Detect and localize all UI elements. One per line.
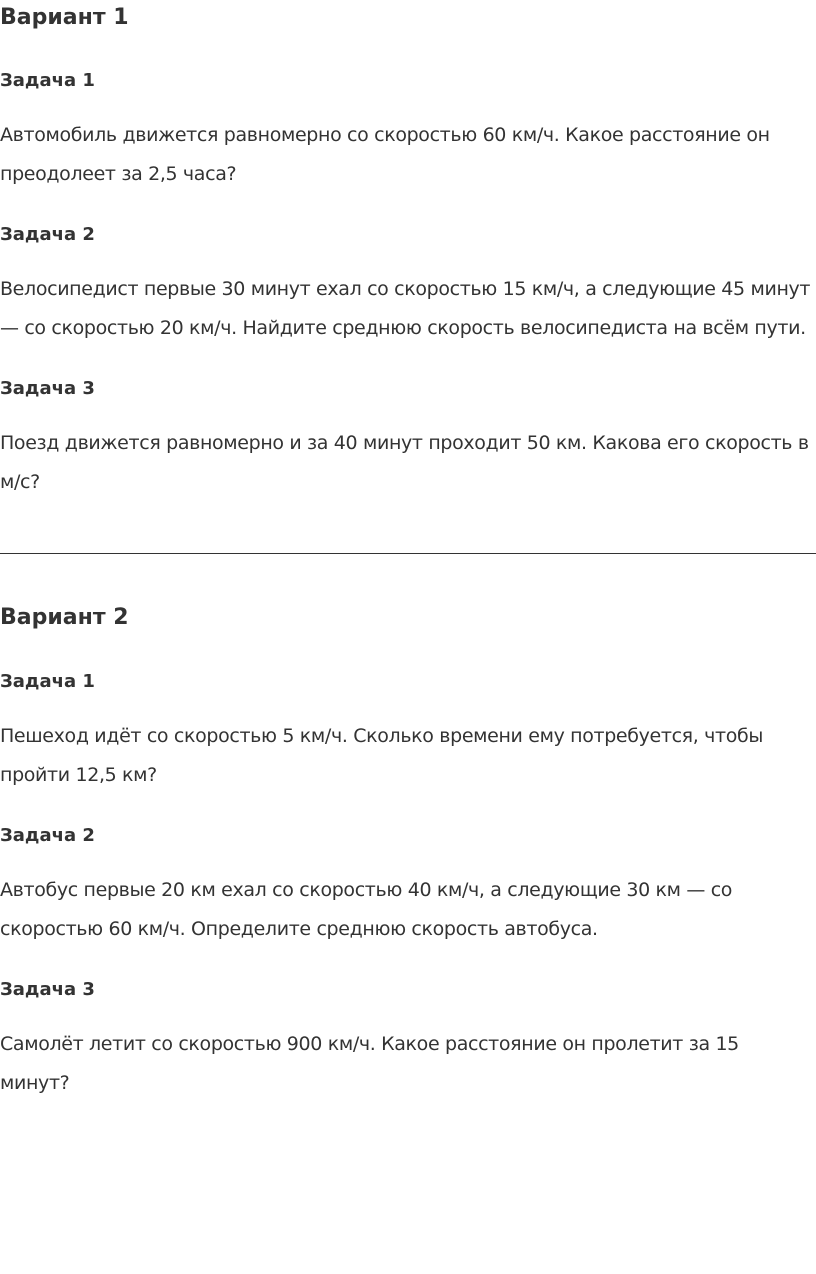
- variant-1-task-2-title: Задача 2: [0, 224, 95, 245]
- variant-1-task-3-title: Задача 3: [0, 378, 95, 399]
- variant-2-task-2-text: Автобус первые 20 км ехал со скоростью 40 км/ч, а следующие 30 км — со скоростью 60 км/ч. Определите среднюю скорость автобуса.: [0, 879, 733, 940]
- variant-1-task-1-text: Автомобиль движется равномерно со скоростью 60 км/ч. Какое расстояние он преодолеет за 2,5 часа?: [0, 124, 770, 185]
- variant-2-task-3-text: Самолёт летит со скоростью 900 км/ч. Какое расстояние он пролетит за 15 минут?: [0, 1033, 739, 1094]
- variant-2-task-1-text: Пешеход идёт со скоростью 5 км/ч. Сколько времени ему потребуется, чтобы пройти 12,5 км?: [0, 725, 764, 786]
- variant-1-task-2-text: Велосипедист первые 30 минут ехал со скоростью 15 км/ч, а следующие 45 минут — со скоростью 20 км/ч. Найдите среднюю скорость велосипедиста на всём пути.: [0, 278, 811, 339]
- variant-2-task-2-title: Задача 2: [0, 825, 95, 846]
- variant-2-task-1-title: Задача 1: [0, 671, 95, 692]
- variant-1-task-1-title: Задача 1: [0, 70, 95, 91]
- variant-2-task-3-title: Задача 3: [0, 979, 95, 1000]
- variant-divider: [0, 553, 816, 554]
- variant-1-title: Вариант 1: [0, 5, 129, 30]
- variant-1-task-3-text: Поезд движется равномерно и за 40 минут проходит 50 км. Какова его скорость в м/с?: [0, 432, 809, 493]
- variant-2-title: Вариант 2: [0, 605, 129, 630]
